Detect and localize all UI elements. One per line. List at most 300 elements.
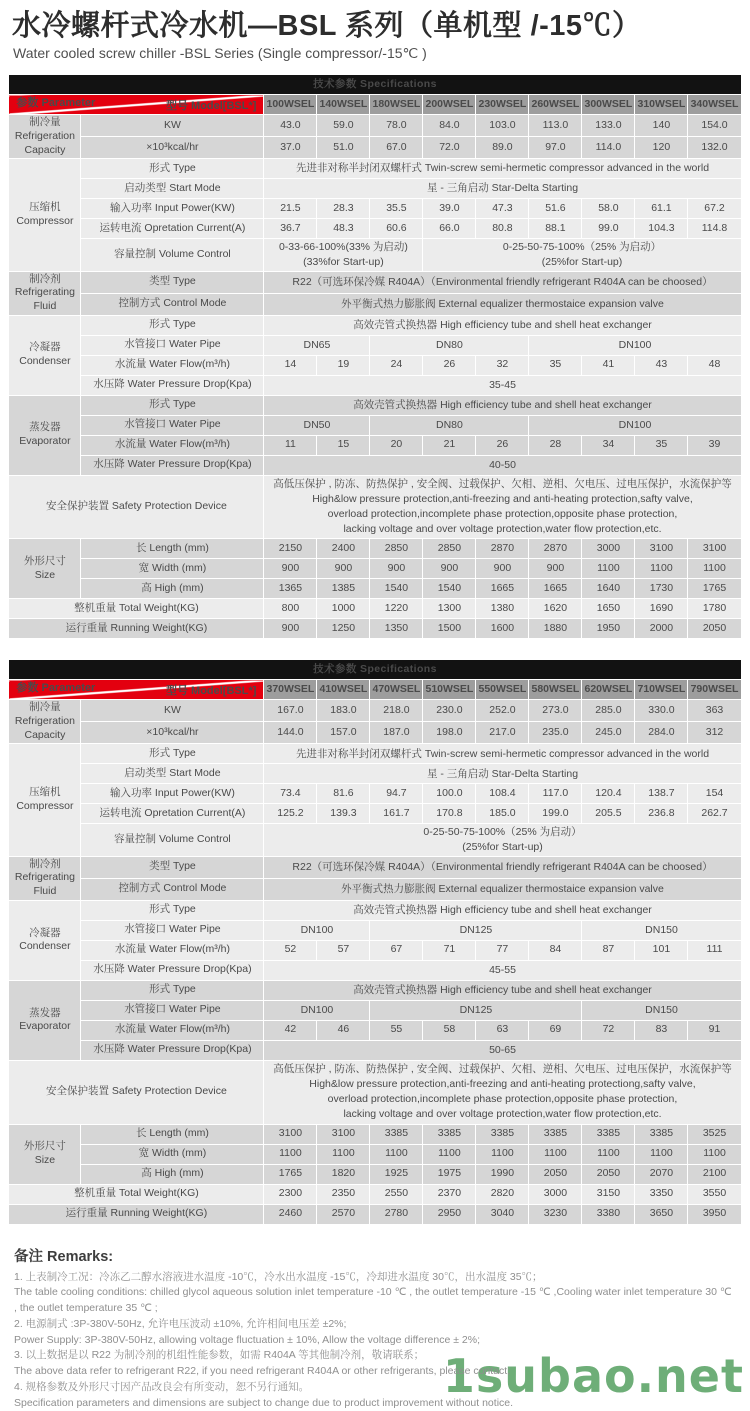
value-cell [529,784,582,804]
value-cell [529,539,582,559]
merged-value-cell [264,159,741,179]
spec-table [8,74,741,639]
cell-text: 550WSEL [478,683,527,696]
value-cell [529,115,582,137]
value-cell [370,1020,423,1040]
cell-text: 363 [705,704,724,717]
value-cell [317,619,370,639]
cell-text: overload protection,incomplete phase protection,opposite phase protection, [327,1093,678,1106]
cell-text: 43 [655,358,668,371]
cell-text: 101 [652,943,671,956]
table-row [9,1060,741,1124]
value-cell [423,559,476,579]
row-label [81,239,264,271]
cell-text: DN80 [435,418,463,431]
value-cell [423,700,476,722]
value-cell [476,1204,529,1224]
model-column-header [476,95,529,115]
table-row [9,95,741,115]
value-cell [370,539,423,559]
table-row [9,1020,741,1040]
merged-value-cell [582,1000,741,1020]
value-cell [635,559,688,579]
merged-value-cell [264,900,741,920]
value-cell [317,1124,370,1144]
row-label [81,579,264,599]
value-cell [582,1204,635,1224]
specifications-header [9,660,741,680]
cell-text: 高效壳管式换热器 High efficiency tube and shell heat exchanger [353,903,652,916]
value-cell [264,804,317,824]
cell-text: 21 [443,438,456,451]
safety-protection-text [264,475,741,539]
value-cell [688,137,741,159]
value-cell [476,219,529,239]
table-row [9,539,741,559]
row-label [81,744,264,764]
value-cell [635,115,688,137]
cell-text: 39 [708,438,721,451]
table-row [9,599,741,619]
cell-text: 3385 [384,1127,409,1140]
value-cell [476,722,529,744]
value-cell [529,1020,582,1040]
cell-text: 66.0 [439,221,460,234]
value-cell [582,115,635,137]
value-cell [582,940,635,960]
table-row [9,559,741,579]
cell-text: 2780 [384,1207,409,1220]
value-cell [423,435,476,455]
cell-text: 3385 [543,1127,568,1140]
cell-text: 312 [705,726,724,739]
cell-text: 水流量 Water Flow(m³/h) [114,358,230,371]
value-cell [423,722,476,744]
value-cell [688,1144,741,1164]
value-cell [370,722,423,744]
value-cell [635,1204,688,1224]
table-row [9,856,741,878]
cell-text: 高 High (mm) [141,1167,204,1180]
cell-text: 1690 [649,602,674,615]
table-row [9,900,741,920]
value-cell [476,599,529,619]
value-cell [582,219,635,239]
table-row [9,375,741,395]
cell-text: 132.0 [701,140,728,153]
cell-text: 15 [337,438,350,451]
cell-text: 3100 [702,542,727,555]
cell-text: DN100 [300,1003,334,1016]
value-cell [635,355,688,375]
cell-text: 71 [443,943,456,956]
cell-text: Condenser [19,355,71,368]
cell-text: 运行重量 Running Weight(KG) [65,622,208,635]
value-cell [317,219,370,239]
table-row [9,199,741,219]
table-row [9,1164,741,1184]
table-row [9,1124,741,1144]
cell-text: 340WSEL [690,98,739,111]
cell-text: 87 [602,943,615,956]
cell-text: 长 Length (mm) [135,1127,209,1140]
cell-text: Refrigerating Fluid [14,871,75,898]
value-cell [529,1124,582,1144]
table-row [9,293,741,315]
value-cell [423,1020,476,1040]
value-cell [635,599,688,619]
value-cell [264,199,317,219]
value-cell [264,115,317,137]
cell-text: 控制方式 Control Mode [118,297,227,310]
cell-text: 0-25-50-75-100%（25% 为启动） [423,826,582,839]
cell-text: 1880 [543,622,568,635]
cell-text: 2400 [331,542,356,555]
remark-line: 1. 上表制冷工况：冷冻乙二醇水溶液进水温度 -10℃，冷水出水温度 -15℃，冷却进水温度 30℃，出水温度 35℃； [14,1270,543,1283]
table-row [9,159,741,179]
cell-text: 技术参数 Specifications [313,663,437,676]
row-wide-label [9,599,264,619]
cell-text: 2050 [596,1167,621,1180]
cell-text: 水压降 Water Pressure Drop(Kpa) [93,378,252,391]
table-row [9,335,741,355]
value-cell [423,539,476,559]
value-cell [688,219,741,239]
model-column-header [370,95,423,115]
cell-text: 运转电流 Opretation Current(A) [99,807,246,820]
value-cell [476,435,529,455]
cell-text: 3525 [702,1127,727,1140]
model-column-header [635,680,688,700]
table-row [9,355,741,375]
value-cell [370,940,423,960]
table-row [9,660,741,680]
cell-text: 41 [602,358,615,371]
value-cell [317,559,370,579]
value-cell [688,539,741,559]
cell-text: R22（可选环保冷媒 R404A）（Environmental friendly refrigerant R404A can be choosed） [292,860,713,873]
value-cell [476,784,529,804]
value-cell [529,199,582,219]
cell-text: 2570 [331,1207,356,1220]
cell-text: 制冷剂 [29,857,61,870]
cell-text: 900 [387,562,406,575]
value-cell [476,804,529,824]
table-row [9,179,741,199]
cell-text: 180WSEL [372,98,421,111]
cell-text: 1100 [597,562,620,575]
table-row [9,940,741,960]
row-label [81,539,264,559]
merged-value-cell [370,920,582,940]
row-group-label [9,539,81,599]
cell-text: 冷凝器 [29,926,61,939]
cell-text: 高低压保护 , 防冻、防热保护 , 安全阀、过载保护、欠相、逆相、欠电压、过电压保护，水流保护等 [273,477,732,490]
model-column-header [370,680,423,700]
cell-text: 2150 [278,542,303,555]
row-label [81,559,264,579]
cell-text: 218.0 [383,704,410,717]
cell-text: lacking voltage and over voltage protection,water flow protection,etc. [343,1108,662,1121]
value-cell [423,579,476,599]
cell-text: 1620 [543,602,568,615]
value-cell [264,1184,317,1204]
value-cell [370,1184,423,1204]
cell-text: 32 [496,358,509,371]
cell-text: 类型 Type [149,275,196,288]
cell-text: 水压降 Water Pressure Drop(Kpa) [93,1043,252,1056]
value-cell [317,1164,370,1184]
cell-text: 67.0 [386,140,407,153]
cell-text: 154.0 [701,119,728,131]
cell-text: 1820 [331,1167,356,1180]
cell-text: 1100 [438,1147,461,1160]
cell-text: 1100 [332,1147,355,1160]
cell-text: 蒸发器 [29,1006,61,1019]
cell-text: 46 [337,1023,350,1036]
cell-text: KW [163,704,181,717]
table-row [9,1144,741,1164]
cell-text: 67.2 [704,201,725,214]
cell-text: 1765 [278,1167,303,1180]
value-cell [317,700,370,722]
table-row [9,722,741,744]
value-cell [370,1144,423,1164]
value-cell [423,804,476,824]
cell-text: 1765 [702,582,727,595]
remarks-lines [14,1270,736,1411]
cell-text: 245.0 [595,726,622,739]
corner-parameter-label: 参数 Parameter [16,682,96,695]
cell-text: DN150 [645,923,678,936]
cell-text: 形式 Type [149,903,196,916]
cell-text: 3100 [649,542,674,555]
cell-text: 1100 [650,1147,673,1160]
merged-value-cell [264,375,741,395]
value-cell [370,219,423,239]
value-cell [264,599,317,619]
cell-text: 2050 [543,1167,568,1180]
row-label [81,920,264,940]
cell-text: (25%for Start-up) [462,841,543,854]
value-cell [688,1164,741,1184]
row-label [81,179,264,199]
cell-text: 37.0 [280,140,301,153]
cell-text: 宽 Width (mm) [138,1147,207,1160]
cell-text: 84.0 [439,119,460,131]
cell-text: 94.7 [386,787,407,800]
value-cell [370,784,423,804]
cell-text: 78.0 [386,119,407,131]
cell-text: 161.7 [383,807,410,820]
cell-text: 3385 [437,1127,462,1140]
cell-text: 1100 [385,1147,408,1160]
value-cell [370,700,423,722]
value-cell [317,784,370,804]
cell-text: DN65 [303,338,331,351]
row-label [81,784,264,804]
cell-text: 59.0 [333,119,354,131]
cell-text: 26 [443,358,456,371]
cell-text: 高效壳管式换热器 High efficiency tube and shell heat exchanger [353,318,652,331]
cell-text: 120 [652,140,671,153]
value-cell [264,1204,317,1224]
value-cell [476,539,529,559]
value-cell [423,219,476,239]
cell-text: Evaporator [19,1020,71,1033]
corner-parameter-label: 参数 Parameter [16,97,96,110]
cell-text: 1730 [649,582,674,595]
cell-text: 1385 [331,582,356,595]
model-column-header [423,680,476,700]
cell-text: 800 [281,602,300,615]
table-row [9,137,741,159]
merged-value-cell [264,824,741,856]
cell-text: 198.0 [436,726,463,739]
cell-text: 2870 [543,542,568,555]
value-cell [476,579,529,599]
cell-text: 2050 [702,622,727,635]
row-group-label [9,271,81,315]
cell-text: Size [34,568,56,581]
cell-text: 高效壳管式换热器 High efficiency tube and shell heat exchanger [353,983,652,996]
cell-text: 217.0 [489,726,516,739]
cell-text: 36.7 [280,221,301,234]
row-label [81,219,264,239]
cell-text: 运行重量 Running Weight(KG) [65,1207,208,1220]
value-cell [423,1124,476,1144]
value-cell [582,619,635,639]
value-cell [635,940,688,960]
cell-text: 140 [652,119,671,131]
value-cell [582,137,635,159]
merged-value-cell [264,856,741,878]
cell-text: 80.8 [492,221,513,234]
cell-text: 形式 Type [149,747,196,760]
cell-text: 运转电流 Opretation Current(A) [99,221,246,234]
cell-text: 高效壳管式换热器 High efficiency tube and shell heat exchanger [353,398,652,411]
cell-text: DN150 [645,1003,678,1016]
merged-value-cell [264,1040,741,1060]
table-row [9,980,741,1000]
value-cell [529,722,582,744]
cell-text: 高低压保护 , 防冻、防热保护 , 安全阀、过载保护、欠相、逆相、欠电压、过电压保护，水流保护等 [273,1062,732,1075]
value-cell [582,1184,635,1204]
cell-text: 28.3 [333,201,354,214]
remarks-section [14,1245,736,1411]
cell-text: 99.0 [598,221,619,234]
remark-line: Power Supply: 3P-380V-50Hz, allowing voltage fluctuation ± 10%, Allow the voltage difference ± 2%; [14,1333,481,1346]
cell-text: 外形尺寸 [23,1140,66,1153]
merged-value-cell [264,179,741,199]
value-cell [635,1020,688,1040]
value-cell [529,219,582,239]
table-row [9,1204,741,1224]
cell-text: 236.8 [648,807,675,820]
cell-text: 3385 [649,1127,674,1140]
value-cell [317,804,370,824]
value-cell [529,579,582,599]
cell-text: 1100 [491,1147,514,1160]
cell-text: 42 [284,1023,297,1036]
cell-text: 39.0 [439,201,460,214]
value-cell [582,199,635,219]
value-cell [476,619,529,639]
merged-value-cell [264,293,741,315]
row-label [81,1164,264,1184]
value-cell [529,804,582,824]
cell-text: 冷凝器 [29,341,61,354]
table-row [9,744,741,764]
merged-value-cell [264,395,741,415]
cell-text: 91 [708,1023,721,1036]
model-column-header [264,95,317,115]
row-label [81,722,264,744]
cell-text: 2300 [278,1187,303,1200]
row-group-label [9,700,81,744]
cell-text: 2850 [384,542,409,555]
value-cell [688,435,741,455]
value-cell [370,1204,423,1224]
cell-text: 容量控制 Volume Control [114,833,231,846]
value-cell [635,1184,688,1204]
cell-text: 1500 [437,622,462,635]
value-cell [264,539,317,559]
cell-text: 水压降 Water Pressure Drop(Kpa) [93,963,252,976]
value-cell [370,137,423,159]
value-cell [529,1204,582,1224]
cell-text: 启动类型 Start Mode [124,181,221,194]
cell-text: 1350 [384,622,409,635]
cell-text: 2070 [649,1167,674,1180]
row-wide-label [9,619,264,639]
value-cell [529,1164,582,1184]
value-cell [264,219,317,239]
merged-value-cell [264,980,741,1000]
value-cell [476,1020,529,1040]
value-cell [582,1144,635,1164]
cell-text: 34 [602,438,615,451]
cell-text: 470WSEL [372,683,421,696]
spec-table [8,659,741,1224]
cell-text: 2950 [437,1207,462,1220]
cell-text: 620WSEL [584,683,633,696]
cell-text: 外平衡式热力膨胀阀 External equalizer thermostaice expansion valve [341,882,664,895]
cell-text: 252.0 [489,704,516,717]
cell-text: 1665 [543,582,568,595]
value-cell [476,700,529,722]
cell-text: 1950 [596,622,621,635]
value-cell [423,940,476,960]
cell-text: 1540 [437,582,462,595]
cell-text: 2460 [278,1207,303,1220]
cell-text: 3950 [702,1207,727,1220]
cell-text: Compressor [16,800,74,813]
cell-text: 水管接口 Water Pipe [124,923,221,936]
value-cell [423,199,476,219]
value-cell [529,599,582,619]
cell-text: 星 - 三角启动 Star-Delta Starting [426,182,579,195]
cell-text: DN100 [300,923,334,936]
cell-text: 1975 [437,1167,462,1180]
cell-text: 35 [655,438,668,451]
cell-text: DN100 [618,418,652,431]
cell-text: DN50 [303,418,331,431]
cell-text: 14 [284,358,297,371]
cell-text: DN125 [459,1003,493,1016]
cell-text: 58 [443,1023,456,1036]
value-cell [688,722,741,744]
